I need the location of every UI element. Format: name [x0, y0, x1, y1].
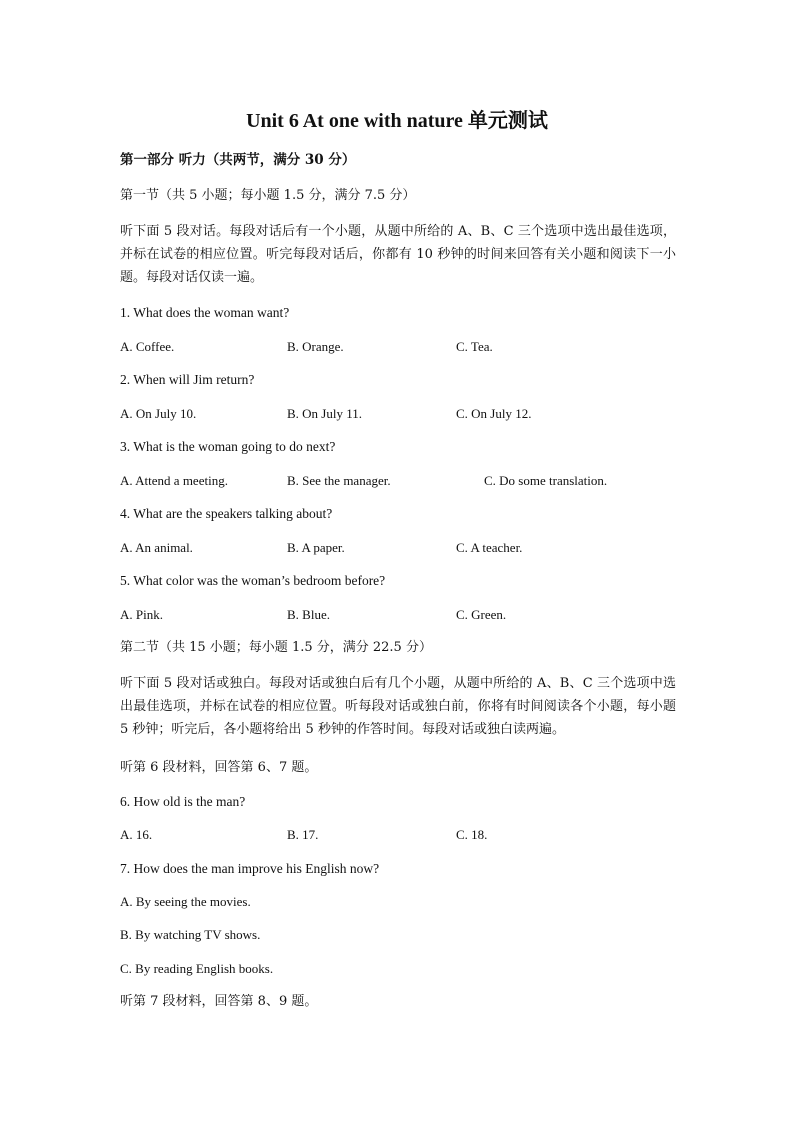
- q3-option-c: C. Do some translation.: [484, 473, 608, 488]
- q7-option-a: A. By seeing the movies.: [120, 894, 251, 909]
- q5-option-b: B. Blue.: [287, 607, 330, 622]
- section1-instructions: 听下面 5 段对话。每段对话后有一个小题，从题中所给的 A、B、C 三个选项中选出最佳选项，并标在试卷的相应位置。听完每段对话后，你都有 10 秒钟的时间来回答有关小题和阅读下一小题。每段对话仅读一遍。: [120, 224, 676, 285]
- q6-option-c: C. 18.: [456, 827, 488, 842]
- question-1: 1. What does the woman want?: [120, 305, 290, 320]
- part1-heading: 第一部分 听力（共两节，满分 30 分）: [120, 152, 356, 168]
- question-5: 5. What color was the woman’s bedroom before?: [120, 573, 386, 588]
- q3-option-a: A. Attend a meeting.: [120, 473, 228, 488]
- q1-option-b: B. Orange.: [287, 339, 344, 354]
- question-3: 3. What is the woman going to do next?: [120, 439, 336, 454]
- q1-option-a: A. Coffee.: [120, 339, 175, 354]
- section2-heading: 第二节（共 15 小题；每小题 1.5 分，满分 22.5 分）: [120, 640, 432, 655]
- q5-option-a: A. Pink.: [120, 607, 163, 622]
- section1-heading: 第一节（共 5 小题；每小题 1.5 分，满分 7.5 分）: [120, 188, 416, 203]
- q6-option-b: B. 17.: [287, 827, 319, 842]
- material-7-heading: 听第 7 段材料，回答第 8、9 题。: [120, 994, 318, 1009]
- q4-option-b: B. A paper.: [287, 540, 345, 555]
- question-4: 4. What are the speakers talking about?: [120, 506, 333, 521]
- q7-option-c: C. By reading English books.: [120, 961, 274, 976]
- q2-option-b: B. On July 11.: [287, 406, 362, 421]
- q6-option-a: A. 16.: [120, 827, 153, 842]
- q7-option-b: B. By watching TV shows.: [120, 927, 261, 942]
- q1-option-c: C. Tea.: [456, 339, 493, 354]
- page-title: Unit 6 At one with nature 单元测试: [246, 110, 548, 132]
- q4-option-a: A. An animal.: [120, 540, 193, 555]
- question-2: 2. When will Jim return?: [120, 372, 255, 387]
- question-7: 7. How does the man improve his English now?: [120, 861, 380, 876]
- material-6-heading: 听第 6 段材料，回答第 6、7 题。: [120, 760, 318, 775]
- section2-instructions: 听下面 5 段对话或独白。每段对话或独白后有几个小题，从题中所给的 A、B、C 三个选项中选出最佳选项，并标在试卷的相应位置。听每段对话或独白前，你将有时间阅读各个小题，每小题 5 秒钟；听完后，各小题将给出 5 秒钟的作答时间。每段对话或独白读两遍。: [120, 676, 676, 737]
- q4-option-c: C. A teacher.: [456, 540, 523, 555]
- question-6: 6. How old is the man?: [120, 794, 246, 809]
- q2-option-a: A. On July 10.: [120, 406, 197, 421]
- q5-option-c: C. Green.: [456, 607, 507, 622]
- q2-option-c: C. On July 12.: [456, 406, 532, 421]
- q3-option-b: B. See the manager.: [287, 473, 391, 488]
